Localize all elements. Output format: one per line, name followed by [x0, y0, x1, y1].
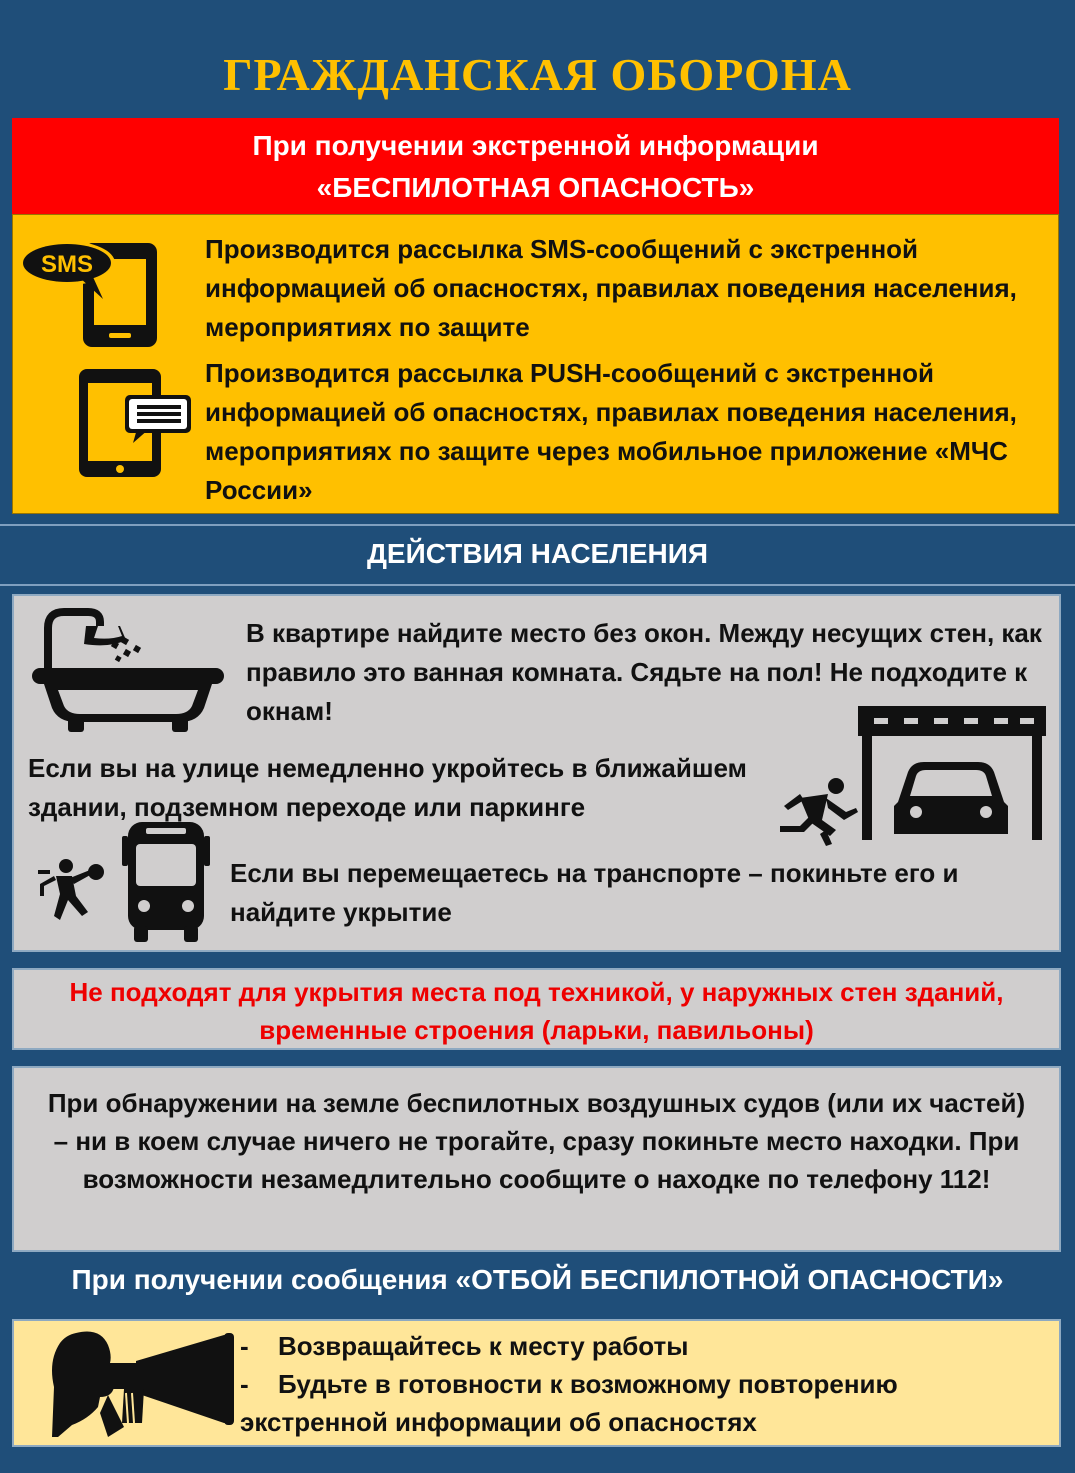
running-person-icon [770, 776, 858, 846]
megaphone-speaker-icon [48, 1327, 238, 1443]
parking-garage-icon [858, 706, 1046, 840]
alert-banner [12, 118, 1059, 214]
all-clear-panel [12, 1319, 1061, 1447]
transport-text: Если вы перемещаетесь на транспорте – покиньте его и найдите укрытие [230, 858, 959, 927]
notification-panel [12, 214, 1059, 514]
divider [0, 584, 1075, 586]
warning-panel [12, 968, 1061, 1050]
page-title: ГРАЖДАНСКАЯ ОБОРОНА [223, 49, 852, 100]
actions-panel [12, 594, 1061, 952]
divider [0, 524, 1075, 526]
list-dash: - [240, 1331, 249, 1361]
sms-phone-icon [17, 237, 167, 349]
list-item: - Будьте в готовности к возможному повторению экстренной информации об опасностях [240, 1365, 1020, 1441]
list-item: - Возвращайтесь к месту работы [240, 1327, 1020, 1365]
warning-text: Не подходят для укрытия места под техникой, у наружных стен зданий, временные строения (ларьки, павильоны) [69, 977, 1004, 1045]
push-phone-icon [77, 365, 197, 479]
bathtub-icon [28, 604, 228, 734]
apartment-text: В квартире найдите место без окон. Между несущих стен, как правило это ванная комната. Сядьте на пол! Не подходите к окнам! [246, 618, 1042, 726]
debris-panel [12, 1066, 1061, 1252]
bus-icon [122, 822, 210, 944]
alert-line-1: При получении экстренной информации [252, 130, 819, 161]
sms-badge: SMS [40, 251, 94, 278]
all-clear-heading: При получении сообщения «ОТБОЙ БЕСПИЛОТНОЙ ОПАСНОСТИ» [71, 1264, 1004, 1295]
debris-text: При обнаружении на земле беспилотных воздушных судов (или их частей) – ни в коем случае ничего не трогайте, сразу покиньте место находки. При возможности незамедлительно сообщите о находке по телефону 112! [47, 1088, 1026, 1194]
alert-line-2: «БЕСПИЛОТНАЯ ОПАСНОСТЬ» [316, 172, 755, 203]
push-text: Производится рассылка PUSH-сообщений с экстренной информацией об опасностях, правилах поведения населения, мероприятиях по защите через мобильное приложение «МЧС России» [205, 358, 1017, 505]
sms-text: Производится рассылка SMS-сообщений с экстренной информацией об опасностях, правилах поведения населения, мероприятиях по защите [205, 234, 1017, 342]
all-clear-list [240, 1327, 1020, 1441]
street-text: Если вы на улице немедленно укройтесь в ближайшем здании, подземном переходе или паркинге [28, 753, 747, 822]
actions-heading: ДЕЙСТВИЯ НАСЕЛЕНИЯ [366, 538, 709, 569]
person-with-luggage-icon [36, 856, 108, 928]
list-dash: - [240, 1369, 249, 1399]
